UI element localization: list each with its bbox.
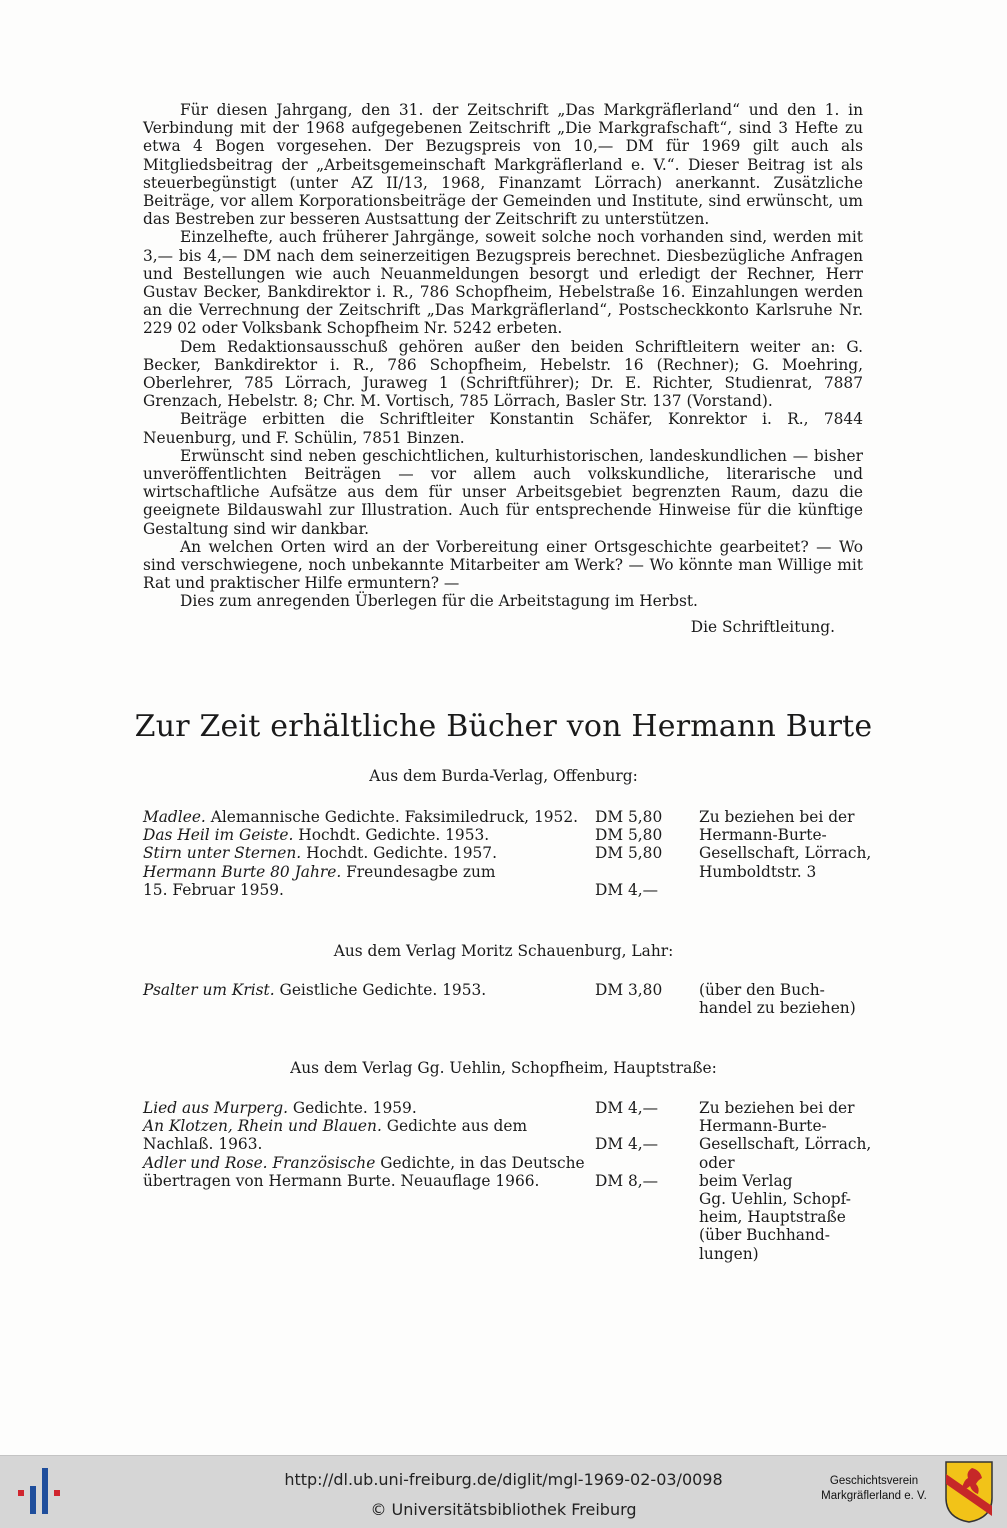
coat-of-arms-icon bbox=[944, 1460, 994, 1524]
book-title-italic: Stirn unter Sternen. bbox=[143, 844, 302, 863]
book-title bbox=[143, 981, 486, 999]
availability-note: (über Buchhand- bbox=[699, 1226, 830, 1245]
book-price: DM 5,80 bbox=[595, 844, 663, 863]
section-heading: Aus dem Verlag Gg. Uehlin, Schopfheim, Hauptstraße: bbox=[290, 1059, 717, 1077]
intro-paragraph: Für diesen Jahrgang, den 31. der Zeitschrift „Das Markgräflerland“ und den 1. in Verbindung mit der 1968 aufgegebenen Zeitschrift „Die Markgrafschaft“, sind 3 Hefte zu etwa 4 Bogen vorgesehen. Der Bezugspreis von 10,— DM für 1969 gilt auch als Mitgliedsbeitrag der „Arbeitsgemeinschaft Markgräflerland e. V.“. Dieser Beitrag ist als steuerbegünstigt (unter AZ II/13, 1968, Finanzamt Lörrach) anerkannt. Zusätzliche Beiträge, vor allem Korporationsbeiträge der Gemeinden und Institute, sind erwünscht, um das Bestreben zur besseren Austsattung der Zeitschrift zu unterstützen. bbox=[143, 101, 863, 229]
book-description: Geistliche Gedichte. 1953. bbox=[274, 981, 487, 999]
availability-note: Hermann-Burte- bbox=[699, 826, 827, 845]
intro-paragraph: Erwünscht sind neben geschichtlichen, kulturhistorischen, landeskundlichen — bisher unveröffentlichten Beiträgen — vor allem auch volkskundliche, literarische und wirtschaftliche Aufsätze aus dem für unser Arbeitsgebiet begrenzten Raum, dazu die geeignete Bildauswahl zur Illustration. Auch für entsprechende Hinweise für die künftige Gestaltung sind wir dankbar. bbox=[143, 446, 863, 538]
intro-paragraph: Einzelhefte, auch früherer Jahrgänge, soweit solche noch vorhanden sind, werden mit 3,— bis 4,— DM nach dem seinerzeitigen Bezugspreis berechnet. Diesbezügliche Anfragen und Bestellungen wie auch Neuanmeldungen besorgt und erledigt der Rechner, Herr Gustav Becker, Bankdirektor i. R., 786 Schopfheim, Hebelstraße 16. Einzahlungen werden an die Verrechnung der Zeitschrift „Das Markgräflerland“, Postscheckkonto Karlsruhe Nr. 229 02 oder Volksbank Schopfheim Nr. 5242 erbeten. bbox=[143, 228, 863, 338]
book-description: 15. Februar 1959. bbox=[143, 880, 284, 899]
book-title bbox=[143, 1135, 262, 1153]
book-description: Gedichte, in das Deutsche bbox=[375, 1153, 585, 1172]
book-row bbox=[143, 1099, 873, 1117]
availability-note: Zu beziehen bei der bbox=[699, 1099, 855, 1117]
book-price: DM 4,— bbox=[595, 1099, 659, 1117]
publisher-line: Geschichtsverein bbox=[829, 1475, 919, 1487]
book-description: Nachlaß. 1963. bbox=[143, 1135, 263, 1154]
book-title bbox=[143, 1117, 527, 1135]
book-title-italic: Hermann Burte 80 Jahre. bbox=[143, 862, 342, 881]
intro-paragraph: Dies zum anregenden Überlegen für die Arbeitstagung im Herbst. bbox=[180, 592, 698, 611]
book-title bbox=[143, 826, 489, 844]
book-price: DM 5,80 bbox=[595, 826, 663, 845]
book-row bbox=[143, 881, 873, 899]
publisher-line: Markgräflerland e. V. bbox=[821, 1490, 927, 1502]
book-description: Hochdt. Gedichte. 1953. bbox=[293, 826, 490, 845]
book-title bbox=[143, 844, 497, 862]
book-row bbox=[143, 981, 873, 999]
section-heading: Aus dem Verlag Moritz Schauenburg, Lahr: bbox=[333, 942, 674, 960]
signature: Die Schriftleitung. bbox=[690, 618, 835, 636]
availability-note: beim Verlag bbox=[699, 1171, 793, 1190]
book-price: DM 4,— bbox=[595, 880, 659, 899]
book-price: DM 5,80 bbox=[595, 808, 663, 826]
publisher-name bbox=[808, 1474, 940, 1504]
book-price: DM 4,— bbox=[595, 1135, 659, 1154]
intro-paragraph: Beiträge erbitten die Schriftleiter Konstantin Schäfer, Konrektor i. R., 7844 Neuenburg, und F. Schülin, 7851 Binzen. bbox=[143, 410, 863, 447]
book-row bbox=[143, 1154, 873, 1172]
book-row bbox=[143, 1117, 873, 1135]
book-row bbox=[143, 999, 873, 1017]
availability-note: heim, Hauptstraße bbox=[699, 1208, 846, 1227]
book-title-italic: An Klotzen, Rhein und Blauen. bbox=[143, 1117, 382, 1136]
book-row bbox=[143, 1135, 873, 1153]
availability-note: Gesellschaft, Lörrach, bbox=[699, 844, 872, 863]
page-title: Zur Zeit erhältliche Bücher von Hermann Burte bbox=[134, 709, 873, 744]
book-title-italic: Psalter um Krist. bbox=[143, 981, 275, 999]
book-row bbox=[143, 1208, 873, 1226]
book-title bbox=[143, 808, 578, 826]
footer-bar bbox=[0, 1455, 1007, 1528]
book-row bbox=[143, 844, 873, 862]
availability-note: Gg. Uehlin, Schopf- bbox=[699, 1190, 852, 1208]
availability-note: Gesellschaft, Lörrach, bbox=[699, 1135, 872, 1154]
availability-note: Hermann-Burte- bbox=[699, 1117, 827, 1136]
book-price: DM 8,— bbox=[595, 1171, 659, 1190]
availability-note: lungen) bbox=[699, 1244, 759, 1263]
intro-text bbox=[143, 101, 863, 611]
section-heading: Aus dem Burda-Verlag, Offenburg: bbox=[369, 767, 638, 785]
copyright-text: © Universitätsbibliothek Freiburg bbox=[370, 1500, 637, 1519]
book-title bbox=[143, 1172, 539, 1190]
intro-paragraph: An welchen Orten wird an der Vorbereitung einer Ortsgeschichte gearbeitet? — Wo sind verschwiegene, noch unbekannte Mitarbeiter am Werk? — Wo könnte man Willige mit Rat und praktischer Hilfe ermuntern? — bbox=[143, 537, 863, 593]
book-title-italic: Lied aus Murperg. bbox=[143, 1099, 288, 1117]
book-description: Gedichte. 1959. bbox=[287, 1099, 417, 1117]
book-title bbox=[143, 1154, 585, 1172]
book-description: übertragen von Hermann Burte. Neuauflage 1966. bbox=[143, 1171, 540, 1190]
book-title-italic: Das Heil im Geiste. bbox=[143, 826, 294, 845]
document-url-link[interactable]: http://dl.ub.uni-freiburg.de/diglit/mgl-1969-02-03/0098 bbox=[284, 1470, 723, 1489]
book-row bbox=[143, 826, 873, 844]
book-description: Gedichte aus dem bbox=[381, 1117, 528, 1136]
book-row bbox=[143, 1190, 873, 1208]
book-title bbox=[143, 1099, 417, 1117]
book-title bbox=[143, 863, 495, 881]
book-description: Hochdt. Gedichte. 1957. bbox=[301, 844, 497, 863]
availability-note: Zu beziehen bei der bbox=[699, 808, 855, 826]
book-row bbox=[143, 1172, 873, 1190]
book-title bbox=[143, 881, 284, 899]
book-row bbox=[143, 808, 873, 826]
book-description: Alemannische Gedichte. Faksimiledruck, 1952. bbox=[205, 808, 579, 826]
book-description: Freundesagbe zum bbox=[341, 862, 496, 881]
availability-note: oder bbox=[699, 1153, 735, 1172]
availability-note: Humboldtstr. 3 bbox=[699, 862, 817, 881]
book-row bbox=[143, 863, 873, 881]
book-row bbox=[143, 1226, 873, 1244]
book-price: DM 3,80 bbox=[595, 981, 663, 999]
intro-paragraph: Dem Redaktionsausschuß gehören außer den beiden Schriftleitern weiter an: G. Becker, Bankdirektor i. R., 786 Schopfheim, Hebelstr. 16 (Rechner); G. Moehring, Oberlehrer, 785 Lörrach, Juraweg 1 (Schriftführer); Dr. E. Richter, Studienrat, 7887 Grenzach, Hebelstr. 8; Chr. M. Vortisch, 785 Lörrach, Basler Str. 137 (Vorstand). bbox=[143, 337, 863, 411]
availability-note: handel zu beziehen) bbox=[699, 999, 856, 1018]
book-title-italic: Adler und Rose. Französische bbox=[143, 1153, 376, 1172]
availability-note: (über den Buch- bbox=[699, 981, 825, 999]
book-row bbox=[143, 1245, 873, 1263]
book-title-italic: Madlee. bbox=[143, 808, 206, 826]
